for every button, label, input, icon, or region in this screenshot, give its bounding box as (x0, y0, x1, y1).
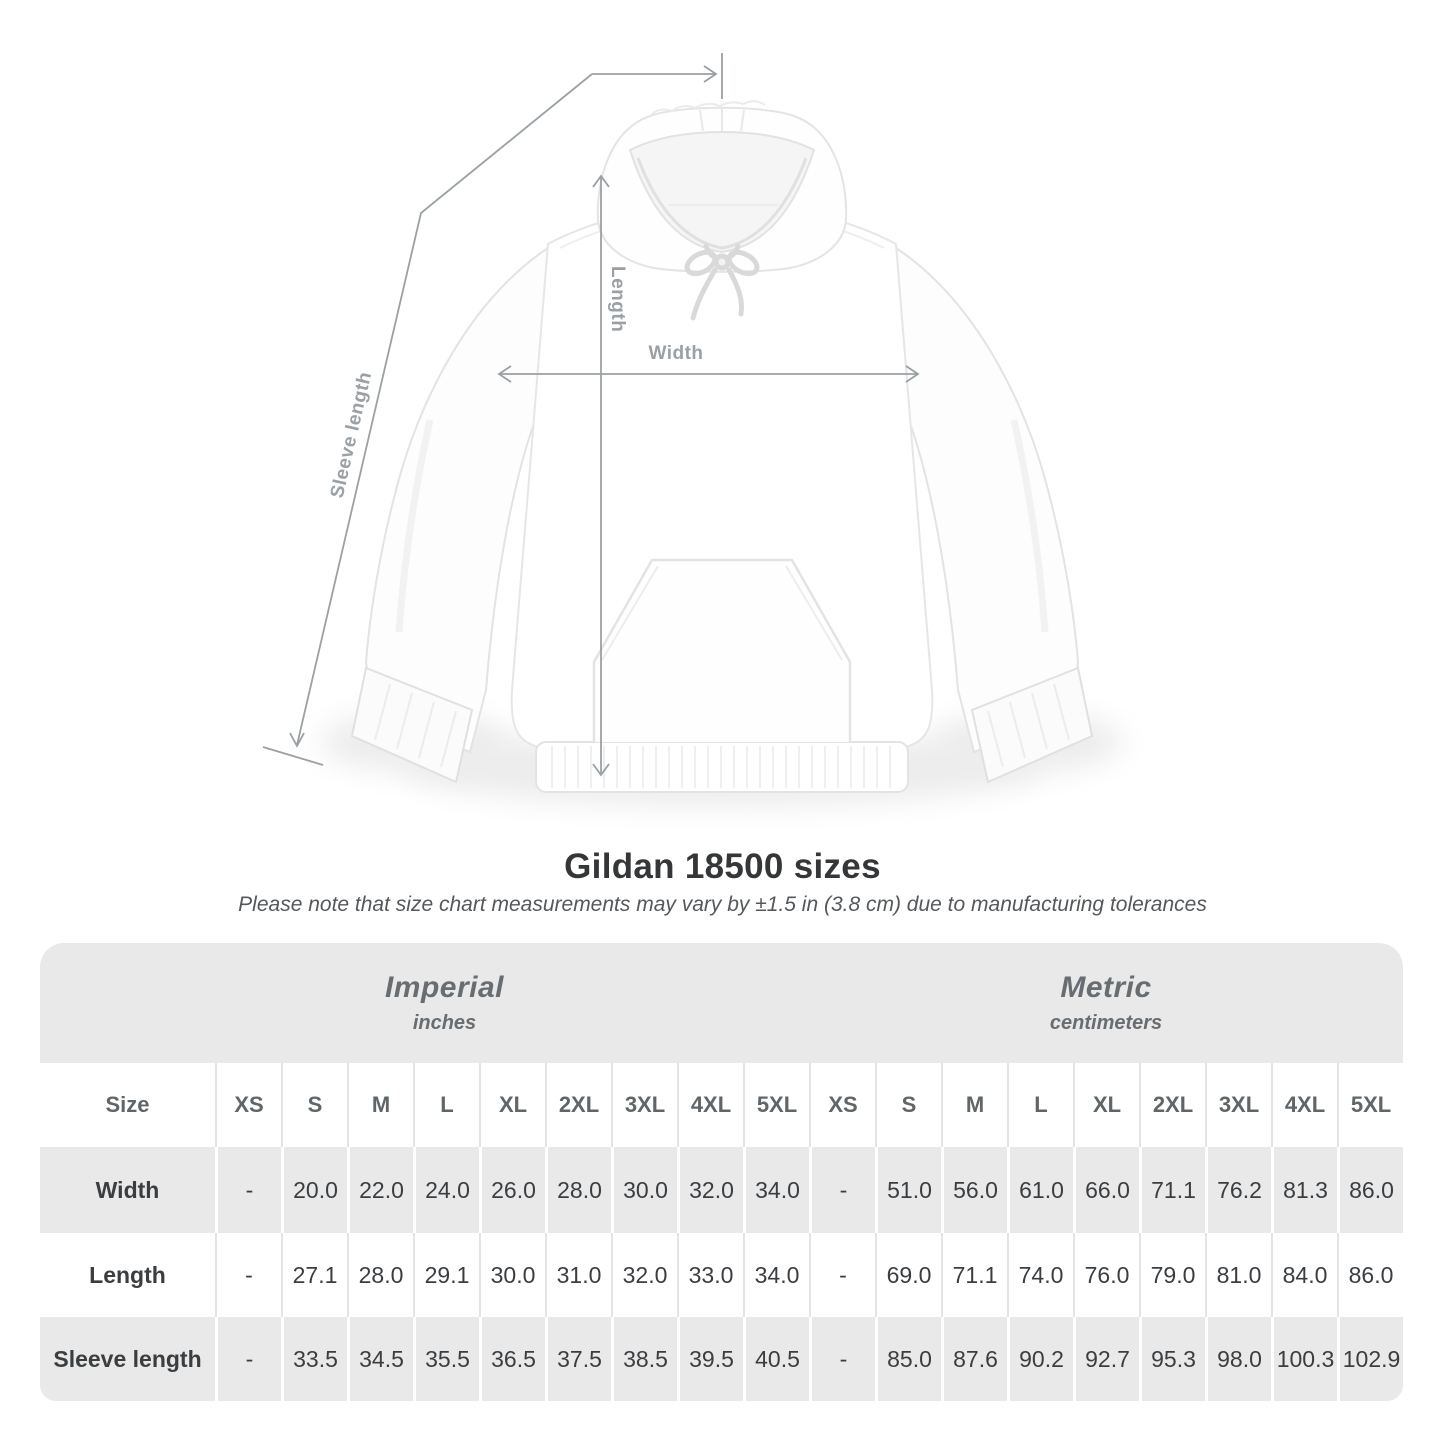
size-value-cell: 22.0 (347, 1147, 413, 1233)
size-value-cell: 33.5 (281, 1317, 347, 1401)
imperial-section-unit: inches (412, 1012, 477, 1034)
size-header-cell: XS (809, 1063, 875, 1147)
size-header-cell: XS (215, 1063, 281, 1147)
size-value-cell: 26.0 (479, 1147, 545, 1233)
size-value-cell: 86.0 (1337, 1147, 1403, 1233)
size-value-cell: 98.0 (1205, 1317, 1271, 1401)
size-value-cell: 51.0 (875, 1147, 941, 1233)
size-value-cell: 31.0 (545, 1233, 611, 1317)
size-value-cell: 61.0 (1007, 1147, 1073, 1233)
size-value-cell: 92.7 (1073, 1317, 1139, 1401)
size-header-cell: 3XL (611, 1063, 677, 1147)
size-value-cell: 84.0 (1271, 1233, 1337, 1317)
table-row (40, 1147, 1403, 1233)
size-value-cell: 74.0 (1007, 1233, 1073, 1317)
size-value-cell: 95.3 (1139, 1317, 1205, 1401)
size-value-cell: 100.3 (1271, 1317, 1337, 1401)
row-label-width: Width (40, 1147, 215, 1233)
metric-section-title: Metric (1060, 971, 1152, 1004)
size-value-cell: 56.0 (941, 1147, 1007, 1233)
size-value-cell: 35.5 (413, 1317, 479, 1401)
hoodie-hood (598, 101, 846, 272)
size-value-cell: - (809, 1233, 875, 1317)
size-value-cell: 71.1 (941, 1233, 1007, 1317)
page-subtitle: Please note that size chart measurements may vary by ±1.5 in (3.8 cm) due to manufacturing tolerances (238, 893, 1207, 916)
size-value-cell: 79.0 (1139, 1233, 1205, 1317)
size-value-cell: 33.0 (677, 1233, 743, 1317)
size-value-cell: 39.5 (677, 1317, 743, 1401)
sleeve-length-label: Sleeve length (326, 369, 377, 501)
size-header-cell: S (281, 1063, 347, 1147)
size-value-cell: 76.0 (1073, 1233, 1139, 1317)
size-value-cell: - (215, 1233, 281, 1317)
size-header-cell: 3XL (1205, 1063, 1271, 1147)
size-value-cell: 38.5 (611, 1317, 677, 1401)
size-value-cell: 32.0 (677, 1147, 743, 1233)
size-header-cell: S (875, 1063, 941, 1147)
hoodie-body (512, 206, 933, 792)
size-value-cell: 66.0 (1073, 1147, 1139, 1233)
size-value-cell: 34.0 (743, 1147, 809, 1233)
size-value-cell: 102.9 (1337, 1317, 1403, 1401)
size-header-cell: L (413, 1063, 479, 1147)
size-header-cell: L (1007, 1063, 1073, 1147)
size-value-cell: 27.1 (281, 1233, 347, 1317)
size-header-row (40, 1063, 1403, 1147)
size-value-cell: - (215, 1317, 281, 1401)
size-value-cell: 86.0 (1337, 1233, 1403, 1317)
size-chart-table (40, 943, 1403, 1401)
size-header-cell: M (347, 1063, 413, 1147)
metric-section-unit: centimeters (1049, 1012, 1163, 1034)
size-value-cell: 37.5 (545, 1317, 611, 1401)
size-header-cell: 5XL (1337, 1063, 1403, 1147)
size-header-cell: XL (1073, 1063, 1139, 1147)
size-value-cell: 81.0 (1205, 1233, 1271, 1317)
unit-band-row (40, 943, 1403, 1063)
size-value-cell: 32.0 (611, 1233, 677, 1317)
size-value-cell: 87.6 (941, 1317, 1007, 1401)
size-header-cell: 4XL (1271, 1063, 1337, 1147)
size-value-cell: 81.3 (1271, 1147, 1337, 1233)
size-header-cell: XL (479, 1063, 545, 1147)
size-header-cell: 5XL (743, 1063, 809, 1147)
size-value-cell: 71.1 (1139, 1147, 1205, 1233)
size-value-cell: 76.2 (1205, 1147, 1271, 1233)
size-value-cell: 69.0 (875, 1233, 941, 1317)
size-value-cell: 90.2 (1007, 1317, 1073, 1401)
size-value-cell: 34.0 (743, 1233, 809, 1317)
size-value-cell: 30.0 (479, 1233, 545, 1317)
size-header-cell: 2XL (545, 1063, 611, 1147)
size-value-cell: 28.0 (347, 1233, 413, 1317)
imperial-section-header (40, 943, 809, 1063)
width-label: Width (648, 343, 704, 364)
size-value-cell: - (215, 1147, 281, 1233)
metric-section-header (809, 943, 1403, 1063)
imperial-section-title: Imperial (384, 971, 505, 1004)
size-value-cell: 85.0 (875, 1317, 941, 1401)
size-value-cell: 24.0 (413, 1147, 479, 1233)
size-value-cell: 36.5 (479, 1317, 545, 1401)
table-row (40, 1317, 1403, 1401)
size-header-cell: 4XL (677, 1063, 743, 1147)
length-label: Length (607, 266, 628, 333)
row-label-sleeve-length: Sleeve length (40, 1317, 215, 1401)
page-title: Gildan 18500 sizes (564, 847, 881, 886)
size-header-cell: 2XL (1139, 1063, 1205, 1147)
size-value-cell: 40.5 (743, 1317, 809, 1401)
size-value-cell: 20.0 (281, 1147, 347, 1233)
row-label-length: Length (40, 1233, 215, 1317)
size-value-cell: 30.0 (611, 1147, 677, 1233)
size-header-cell: M (941, 1063, 1007, 1147)
size-value-cell: - (809, 1147, 875, 1233)
size-value-cell: - (809, 1317, 875, 1401)
table-row (40, 1233, 1403, 1317)
size-value-cell: 34.5 (347, 1317, 413, 1401)
size-column-header: Size (40, 1063, 215, 1147)
size-value-cell: 29.1 (413, 1233, 479, 1317)
size-value-cell: 28.0 (545, 1147, 611, 1233)
